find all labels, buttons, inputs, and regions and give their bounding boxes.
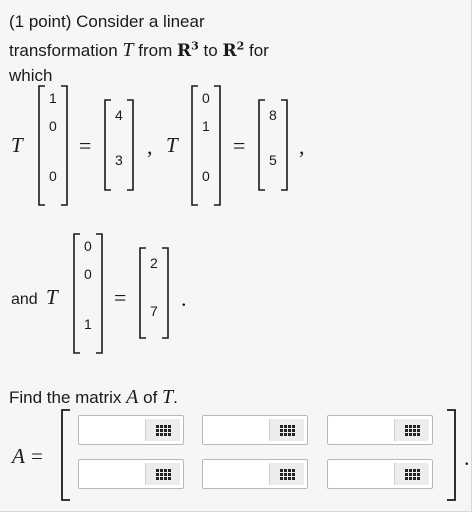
matrix-brackets bbox=[39, 86, 287, 353]
grid-icon[interactable] bbox=[269, 463, 304, 485]
find-line: Find the matrix A of T. bbox=[9, 386, 178, 408]
eq1-out-0: 4 bbox=[115, 107, 123, 123]
symbol-A: A bbox=[126, 386, 139, 408]
answer-field-r1c2[interactable] bbox=[202, 415, 308, 445]
eq2-in-0: 0 bbox=[202, 90, 210, 106]
eq1-equals: = bbox=[79, 133, 92, 158]
eq1-out-1: 3 bbox=[115, 152, 123, 168]
answer-period: . bbox=[464, 445, 470, 470]
intro-from: from bbox=[138, 41, 173, 60]
eq1-in-2: 0 bbox=[49, 168, 57, 184]
answer-field-r2c3[interactable] bbox=[327, 459, 433, 489]
answer-input-r2c2[interactable] bbox=[205, 462, 275, 488]
intro-text: Consider a linear bbox=[76, 12, 205, 31]
eq2-in-1: 1 bbox=[202, 118, 210, 134]
answer-input-r1c1[interactable] bbox=[81, 418, 151, 444]
answer-field-r1c1[interactable] bbox=[78, 415, 184, 445]
and-label: and bbox=[11, 291, 38, 308]
eq1-trail: , bbox=[147, 134, 153, 159]
codomain-symbol: $R^2$ bbox=[222, 39, 245, 61]
answer-input-r2c1[interactable] bbox=[81, 462, 151, 488]
eq3-T: T bbox=[46, 285, 58, 309]
eq1-in-1: 0 bbox=[49, 118, 57, 134]
answer-field-r2c2[interactable] bbox=[202, 459, 308, 489]
eq3-trail: . bbox=[181, 286, 187, 311]
grid-icon[interactable] bbox=[145, 419, 180, 441]
eq2-equals: = bbox=[233, 133, 246, 158]
intro-line-3: which bbox=[9, 66, 53, 85]
intro-to: to bbox=[203, 41, 218, 60]
answer-input-r1c2[interactable] bbox=[205, 418, 275, 444]
find-of: of bbox=[143, 388, 158, 407]
eq3-out-1: 7 bbox=[150, 303, 158, 319]
answer-input-r2c3[interactable] bbox=[330, 462, 400, 488]
answer-field-r1c3[interactable] bbox=[327, 415, 433, 445]
eq3-in-0: 0 bbox=[84, 238, 92, 254]
answer-field-r2c1[interactable] bbox=[78, 459, 184, 489]
eq2-out-1: 5 bbox=[269, 152, 277, 168]
eq1-in-0: 1 bbox=[49, 90, 57, 106]
eq2-T: T bbox=[166, 133, 178, 157]
domain-symbol: $R^3$ bbox=[177, 39, 199, 61]
grid-icon[interactable] bbox=[269, 419, 304, 441]
symbol-T: T bbox=[122, 39, 134, 61]
eq3-in-1: 0 bbox=[84, 266, 92, 282]
find-text: Find the matrix bbox=[9, 388, 122, 407]
eq1-T: T bbox=[11, 133, 23, 157]
eq2-trail: , bbox=[299, 134, 305, 159]
intro-for: for bbox=[248, 41, 269, 60]
answer-input-r1c3[interactable] bbox=[330, 418, 400, 444]
symbol-T-find: T bbox=[162, 386, 174, 408]
eq3-equals: = bbox=[114, 285, 127, 310]
eq2-in-2: 0 bbox=[202, 168, 210, 184]
eq3-in-2: 1 bbox=[84, 316, 92, 332]
eq2-out-0: 8 bbox=[269, 107, 277, 123]
intro-transformation: transformation bbox=[9, 41, 118, 60]
grid-icon[interactable] bbox=[394, 419, 429, 441]
grid-icon[interactable] bbox=[145, 463, 180, 485]
points-label: (1 point) bbox=[9, 12, 72, 31]
grid-icon[interactable] bbox=[394, 463, 429, 485]
eq3-out-0: 2 bbox=[150, 255, 158, 271]
answer-label: A = bbox=[12, 444, 44, 468]
